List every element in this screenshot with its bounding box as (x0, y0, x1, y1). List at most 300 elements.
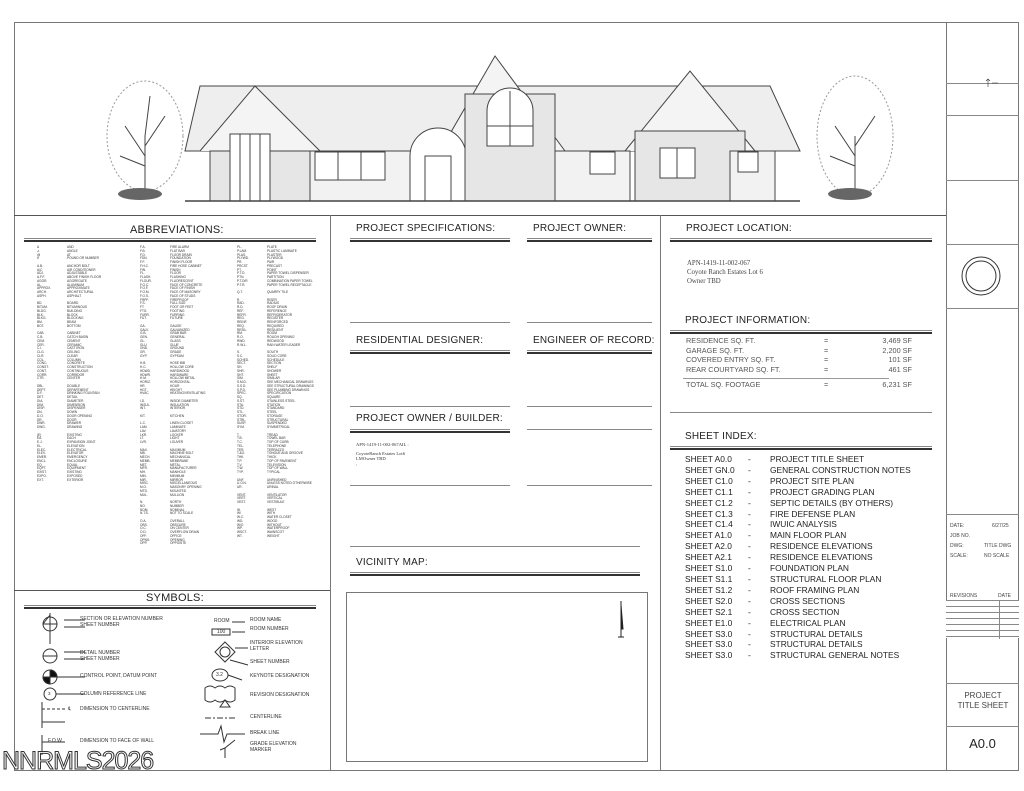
equals: = (824, 365, 829, 375)
abbreviation-meaning: REDWOOD (267, 338, 284, 343)
abbreviation-meaning: WITH (267, 511, 276, 516)
sheet-index-rule (670, 446, 932, 450)
abbreviation: P.T.D/R (237, 278, 248, 283)
abbreviation-meaning: RISER (267, 297, 277, 302)
front-elevation-drawing (90, 36, 910, 211)
abbreviation: OBS. (140, 522, 148, 527)
abbreviation-meaning: SOLID CORE (267, 353, 287, 358)
sheet-description: GENERAL CONSTRUCTION NOTES (770, 464, 911, 475)
abbreviation: W.C. (237, 515, 244, 519)
sheet-number: SHEET E1.0 (685, 617, 733, 628)
dash: - (748, 508, 751, 519)
abbreviation-meaning: HOSE BIB (170, 361, 186, 366)
abbreviation-meaning: ARCHITECTURAL (67, 290, 94, 294)
symbols-heading: SYMBOLS: (146, 592, 204, 604)
room-number-text: 100 (217, 629, 226, 635)
abbreviation-meaning: HORIZONTAL (170, 380, 191, 384)
abbreviation-meaning: STEEL (267, 410, 278, 414)
abbreviation: T. (237, 432, 240, 437)
abbreviation: U.O.N. (237, 481, 247, 486)
abbreviation: R.O. (237, 335, 244, 339)
info-row (686, 365, 912, 375)
grade-marker-icon (220, 740, 235, 758)
abbreviation-meaning: CEMENT (67, 338, 81, 343)
abbreviation-meaning: BITUMINOUS (67, 305, 88, 309)
abbreviation-meaning: TREAD (267, 432, 278, 437)
abbreviation-meaning: TYPICAL (267, 470, 281, 474)
abbreviation: GLU. (140, 342, 148, 347)
abbreviation: VENT. (237, 492, 247, 497)
abbreviation-meaning: DIAMETER (67, 398, 84, 403)
sheet-description: PROJECT TITLE SHEET (770, 454, 865, 464)
abbreviation-meaning: ABOVE FINISH FLOOR (67, 275, 102, 279)
sheet-description: RESIDENCE ELEVATIONS (770, 552, 873, 563)
abbreviation-meaning: HARDWARE (170, 372, 189, 377)
abbreviation: @ (37, 252, 41, 257)
abbreviation-meaning: MIRROR (170, 477, 183, 482)
dash: - (748, 595, 751, 606)
sheet-description: STRUCTURAL DETAILS (770, 628, 863, 639)
abbreviation-meaning: DOWN (67, 410, 78, 414)
abbreviation-meaning: SEE MECHANICAL DRAWINGS (267, 380, 314, 384)
project-location-text (687, 259, 763, 286)
abbreviation-column (140, 246, 205, 546)
abbreviation-meaning: HOLLOW CORE (170, 365, 194, 369)
abbreviation-meaning: DRINKING FOUNTAIN (67, 391, 100, 396)
abbreviation-meaning: POUND OR NUMBER (67, 256, 99, 261)
specs-rule (350, 238, 510, 242)
abbreviation-meaning: REQUIRED (267, 323, 284, 328)
abbreviation: SUSP. (237, 421, 247, 426)
sheet-description: ELECTRICAL PLAN (770, 617, 846, 628)
abbreviation: N. (140, 500, 144, 504)
sheet-description: FIRE DEFENSE PLAN (770, 508, 856, 519)
abbreviation-meaning: TOP OF PAVEMENT (267, 458, 297, 463)
abbreviation: STA. (237, 402, 244, 407)
abbreviation-meaning: EACH (67, 436, 76, 441)
abbreviation: H.B. (140, 361, 147, 366)
residential-designer-heading: RESIDENTIAL DESIGNER: (356, 335, 484, 346)
abbreviation: O.A. (140, 518, 147, 523)
scale-value: NO SCALE (984, 553, 1010, 559)
abbreviation-meaning: LAVATORY (170, 428, 187, 433)
divider (946, 180, 1019, 181)
symbol-column-label: COLUMN REFERENCE LINE (80, 691, 147, 697)
abbreviation-meaning: METAL (170, 462, 181, 467)
equals: = (824, 355, 829, 365)
info-label: REAR COURTYARD SQ. FT. (686, 365, 781, 375)
abbreviation: GEN. (140, 335, 148, 339)
equals: = (824, 336, 829, 345)
sheet-index-heading: SHEET INDEX: (685, 431, 757, 442)
subdivision: Coyote Ranch Estates Lot 6 (687, 269, 763, 276)
abbreviation: D.F. (37, 391, 43, 396)
abbreviation: F.D. (140, 252, 146, 257)
divider (527, 322, 652, 323)
abbreviation-row (37, 479, 101, 483)
abbreviation-meaning: INSIDE DIAMETER (170, 398, 198, 403)
sheet-description: SEPTIC DETAILS (BY OTHERS) (770, 497, 894, 508)
abbreviation: THK. (237, 455, 245, 459)
abbreviation: ∠ (37, 248, 40, 253)
abbreviation-meaning: CONCRETE (67, 361, 85, 366)
symbol-section-label (80, 616, 163, 628)
sheet-number: SHEET C1.3 (685, 508, 733, 519)
abbreviation-meaning: NOT TO SCALE (170, 511, 194, 516)
abbreviation: EXIST. (37, 470, 47, 474)
info-value: 3,469 SF (882, 336, 912, 345)
divider (946, 726, 1019, 727)
abbreviation: & (37, 245, 40, 249)
dash: - (748, 475, 751, 486)
abbreviation-meaning: TELEVISION (267, 462, 286, 467)
abbreviation: F.S. (140, 301, 146, 306)
abbreviation: COL. (37, 357, 45, 362)
abbreviation: NO. (140, 503, 146, 508)
abbreviation-meaning: PLATE (267, 245, 277, 249)
abbreviation-meaning: EQUAL (67, 462, 78, 467)
divider (350, 322, 510, 323)
tree-right (817, 76, 893, 200)
abbreviation-meaning: UNLESS NOTED OTHERWISE (267, 481, 312, 486)
abbreviation: Q.T. (237, 290, 243, 294)
abbreviation: RAD. (237, 301, 245, 306)
abbreviation: TER. (237, 447, 245, 452)
revisions-date-label: DATE (998, 593, 1011, 599)
project-location-heading: PROJECT LOCATION: (686, 223, 792, 234)
abbreviation-meaning: FOOT OR FEET (170, 305, 194, 309)
abbreviation-meaning: BUILDING (67, 308, 83, 313)
abbreviation-row (140, 542, 205, 546)
abbreviation: S.ST. (237, 398, 245, 403)
abbreviation: DR. (37, 417, 43, 422)
abbreviation-meaning: GYPSUM (170, 353, 184, 358)
abbreviation: EQ. (37, 462, 43, 467)
abbreviation-meaning: NORTH (170, 500, 182, 504)
abbreviation-meaning: OVERFLOW DRAIN (170, 530, 200, 534)
abbreviation: WP. (237, 526, 243, 531)
sheet-description: STRUCTURAL GENERAL NOTES (770, 650, 900, 661)
abbreviation: STOR. (237, 413, 247, 418)
abbreviation-meaning: KITCHEN (170, 413, 184, 418)
abbreviation: TEL. (237, 443, 244, 448)
elevation-divider (14, 215, 946, 216)
abbreviation: FTG. (140, 308, 148, 313)
abbreviation-meaning: SHEET (267, 372, 278, 377)
abbreviation-meaning: BEAM (67, 320, 77, 324)
abbreviation: INSUL. (140, 402, 151, 407)
revision-label: REVISION DESIGNATION (250, 692, 310, 698)
sheet-index-row (685, 639, 911, 650)
abbreviation-meaning: AIR CONDITIONER (67, 267, 96, 272)
abbreviation-meaning: LINEN CLOSET (170, 421, 194, 426)
abbreviation-meaning: FIREPROOF (170, 297, 189, 302)
column-divider-2 (660, 215, 661, 771)
abbreviation: ADJ. (37, 271, 44, 276)
builder-line: APN-1419-11-002-067AIL : (356, 442, 409, 447)
abbreviation: FURR. (140, 312, 150, 317)
abbreviation-meaning: FACE OF MASONRY (170, 290, 201, 294)
divider (350, 546, 640, 547)
sheet-description: MAIN FLOOR PLAN (770, 530, 847, 541)
abbreviation-meaning: THICK (267, 455, 277, 459)
divider (946, 308, 1019, 309)
sheet-index-row (685, 541, 911, 552)
abbreviation: ARCH. (37, 290, 47, 294)
abbreviation: UNF. (237, 477, 245, 482)
abbreviation: MIN. (140, 473, 147, 478)
dash: - (748, 486, 751, 497)
dash: - (748, 454, 751, 464)
sheet-index-row (685, 465, 911, 476)
abbreviation-meaning: LAMINATE (170, 425, 186, 429)
dwg-value: TITLE DWG (984, 543, 1012, 549)
abbreviation-meaning: FACE OF FINISH (170, 286, 195, 291)
abbreviation: CONT. (37, 368, 47, 373)
abbreviation-meaning: WAINSCOT (267, 530, 285, 534)
abbreviation: HDWR. (140, 372, 151, 377)
abbreviation-meaning: WITHOUT (267, 522, 282, 527)
owner-builder-heading: PROJECT OWNER / BUILDER: (356, 413, 503, 424)
abbreviation: P.T.R. (237, 282, 246, 287)
abbreviation-meaning: MULLION (170, 492, 185, 497)
sheet-index-row (685, 498, 911, 509)
abbreviation: PTN. (237, 275, 245, 279)
total-label: TOTAL SQ. FOOTAGE (686, 380, 761, 389)
abbreviation-meaning: BLOCKING (67, 316, 84, 321)
symbols-divider (14, 590, 330, 591)
abbreviation: TYP. (237, 470, 244, 474)
project-information-heading: PROJECT INFORMATION: (685, 315, 811, 326)
symbol-text: DETAIL NUMBER (80, 650, 121, 656)
abbreviation: BOT. (37, 323, 45, 328)
dash: - (748, 606, 751, 617)
abbreviation: S.C. (237, 353, 244, 358)
abbreviation: S.P.D. (237, 387, 246, 392)
abbreviation: STL. (237, 410, 244, 414)
watermark: NNRMLS2026 (2, 747, 154, 775)
project-information-table (686, 336, 912, 375)
abbreviation: ELEC. (37, 447, 47, 452)
abbreviation: PRCST. (237, 263, 249, 268)
abbreviation-meaning: EXISTING (67, 470, 82, 474)
abbreviation: W/O (237, 522, 244, 527)
abbreviation-meaning: MECHANICAL (170, 455, 191, 459)
sheet-number: SHEET S1.2 (685, 584, 733, 595)
abbreviation: NOM. (140, 507, 149, 512)
abbreviation-meaning: SEE STRUCTURAL DRAWINGS (267, 383, 314, 388)
sheet-index-row (685, 574, 911, 585)
sheet-number: SHEET C1.2 (685, 497, 733, 508)
room-tag-text: ROOM (214, 618, 230, 624)
total-value: 6,231 SF (882, 380, 912, 389)
abbreviation-meaning: CENTER (67, 376, 81, 381)
abbreviation-meaning: STATION (267, 402, 281, 407)
sheet-description: CROSS SECTION (770, 606, 840, 617)
abbreviation: GA. (140, 323, 146, 328)
interior-elevation-icon (215, 642, 248, 665)
abbreviation-meaning: BOARD (67, 301, 79, 306)
abbreviation-meaning: MEMBRANE (170, 458, 189, 463)
abbreviation-meaning: ANGLE (67, 248, 78, 253)
abbreviation: A.B. (37, 263, 44, 268)
dash: - (748, 464, 751, 475)
abbreviation: DWR. (37, 421, 46, 426)
abbreviation-meaning: REGISTER (267, 316, 284, 321)
abbreviation-meaning: TERRAZZO (267, 447, 285, 452)
abbreviation-meaning: GLUE (170, 342, 179, 347)
sheet-index-row (685, 585, 911, 596)
abbreviation: BITUM. (37, 305, 48, 309)
abbreviation: LVR. (140, 440, 147, 444)
abbreviation: WD. (237, 518, 244, 523)
abbreviation-meaning: MANHOLE (170, 470, 186, 474)
sheet-number: SHEET A2.1 (685, 552, 732, 563)
owner-rule (527, 238, 652, 242)
sheet-number: SHEET S1.1 (685, 573, 733, 584)
total-row (686, 380, 912, 390)
abbreviation: R.D. (237, 305, 244, 309)
abbreviation: OPNG. (140, 537, 151, 542)
abbreviation: REFR. (237, 312, 247, 317)
abbreviation: REINF. (237, 320, 248, 324)
abbreviation-meaning: HEIGHT (170, 387, 183, 392)
abbreviation: CONST. (37, 365, 49, 369)
abbreviation-meaning: STAINLESS STEEL (267, 398, 296, 403)
abbreviation: PT. (237, 267, 242, 272)
info-label: RESIDENCE SQ. FT. (686, 336, 756, 345)
abbreviation: GL. (140, 338, 146, 343)
abbreviation: HVAC (140, 391, 149, 396)
abbreviation: BD. (37, 301, 43, 306)
sheet-index-row (685, 509, 911, 520)
abbreviation: KIT. (140, 413, 146, 418)
column-number: 3 (48, 691, 51, 696)
abbreviation-meaning: MAXIMUM (170, 447, 186, 452)
abbreviation: E.J. (37, 440, 43, 444)
vicinity-map (346, 592, 648, 762)
divider (946, 514, 1019, 515)
info-value: 101 SF (888, 355, 912, 365)
sheet-index-list (685, 454, 911, 661)
abbreviation-meaning: SQUARE (267, 395, 281, 399)
abbreviation-meaning: FIRE HOSE CABINET (170, 263, 202, 268)
sheet-description: CROSS SECTIONS (770, 595, 845, 606)
abbreviation: N.T.S. (140, 511, 149, 516)
abbreviation: BLK. (37, 312, 44, 317)
dash: - (748, 617, 751, 628)
abbreviation-meaning: LOCKER (170, 432, 184, 437)
abbreviation-column (37, 246, 101, 482)
abbreviation-meaning: WOOD (267, 518, 278, 523)
abbreviation: BLKG. (37, 316, 47, 321)
dwg-label: DWG: (950, 543, 964, 549)
builder-line: : (356, 461, 358, 467)
sheet-number: SHEET A1.0 (685, 530, 732, 541)
abbreviation-meaning: TOWEL BAR (267, 436, 286, 441)
abbreviation: HGT. (140, 387, 148, 392)
sheet-number: SHEET C1.1 (685, 486, 733, 497)
abbreviation-meaning: AGGREGATE (67, 278, 87, 283)
abbreviation: SYM. (237, 425, 245, 429)
abbreviation-meaning: HOUR (170, 383, 180, 388)
abbreviation: EXPO. (37, 473, 47, 478)
abbreviation-meaning: DISPENSER (67, 406, 86, 411)
symbol-fow-label: DIMENSION TO FACE OF WALL (80, 738, 155, 744)
abbreviation-meaning: OBSCURE (170, 522, 186, 527)
abbreviation-meaning: PARTITION (267, 275, 284, 279)
sheet-description: FOUNDATION PLAN (770, 563, 849, 574)
abbreviation-meaning: OVERALL (170, 518, 185, 523)
sheet-description: PROJECT GRADING PLAN (770, 486, 875, 497)
abbreviation: CONC. (37, 361, 48, 366)
abbreviation: DBL. (37, 383, 45, 388)
abbreviation-meaning: STANDARD (267, 406, 285, 411)
abbreviation: (E) (37, 432, 42, 437)
sheet-number: SHEET S2.0 (685, 595, 733, 606)
abbreviation-meaning: MANUFACTURER (170, 466, 197, 471)
north-indicator-icon (985, 78, 999, 88)
sheet-number: SHEET S3.0 (685, 639, 733, 650)
equals: = (824, 345, 829, 355)
abbreviation: GR. (140, 350, 146, 354)
symbols-graphics (20, 610, 330, 760)
dash: - (748, 573, 751, 584)
abbreviation: W. (237, 507, 241, 512)
centerline-label: CENTERLINE (250, 714, 282, 720)
interior-elev-label: INTERIOR ELEVATION LETTER (250, 640, 303, 652)
abbreviation: H.M. (140, 376, 147, 381)
abbreviation: LT. (140, 436, 145, 441)
abbreviation: PR. (237, 260, 243, 264)
abbreviation-meaning: BLOCK (67, 312, 78, 317)
sheet-index-row (685, 530, 911, 541)
abbreviation: CLG. (37, 350, 45, 354)
abbreviation: CEM. (37, 338, 45, 343)
abbreviation-meaning: WATER CLOSET (267, 515, 292, 519)
sheet-index-row (685, 552, 911, 563)
abbreviation-meaning: WEST (267, 507, 277, 512)
abbreviation-meaning: FLAT BAR (170, 248, 185, 253)
abbreviation-meaning: SIMILAR (267, 376, 280, 381)
dash: - (748, 563, 751, 574)
abbreviation-meaning: DRAWING (67, 425, 83, 429)
abbreviation-meaning: FOOTING (170, 308, 185, 313)
abbreviation: CLR. (37, 353, 45, 358)
abbreviation: ELEV. (37, 451, 46, 456)
abbreviation-meaning: ROOF DRAIN (267, 305, 288, 309)
sheet-number: A0.0 (969, 736, 996, 751)
abbreviation: PLYWD. (237, 256, 249, 261)
divider (350, 406, 510, 407)
abbreviation: ASPH. (37, 293, 47, 298)
abbreviation: CER. (37, 342, 45, 347)
abbreviation-meaning: HOLLOW METAL (170, 376, 196, 381)
abbreviation: R.W.L. (237, 342, 247, 347)
sheet-description: PROJECT SITE PLAN (770, 475, 855, 486)
abbreviation: A/C (37, 267, 43, 272)
title-block-divider (946, 22, 947, 771)
abbreviation: UR. (237, 485, 243, 489)
abbreviation-meaning: INSULATION (170, 402, 189, 407)
abbreviation-meaning: SUSPENDED (267, 421, 287, 426)
project-specifications-heading: PROJECT SPECIFICATIONS: (356, 223, 496, 234)
abbreviation: MB. (140, 451, 146, 456)
abbreviation-meaning: FACE OF CONCRETE (170, 282, 203, 287)
abbreviation: I.D. (140, 398, 145, 403)
symbol-text: SECTION OR ELEVATION NUMBER (80, 616, 163, 622)
dash: - (748, 541, 751, 552)
